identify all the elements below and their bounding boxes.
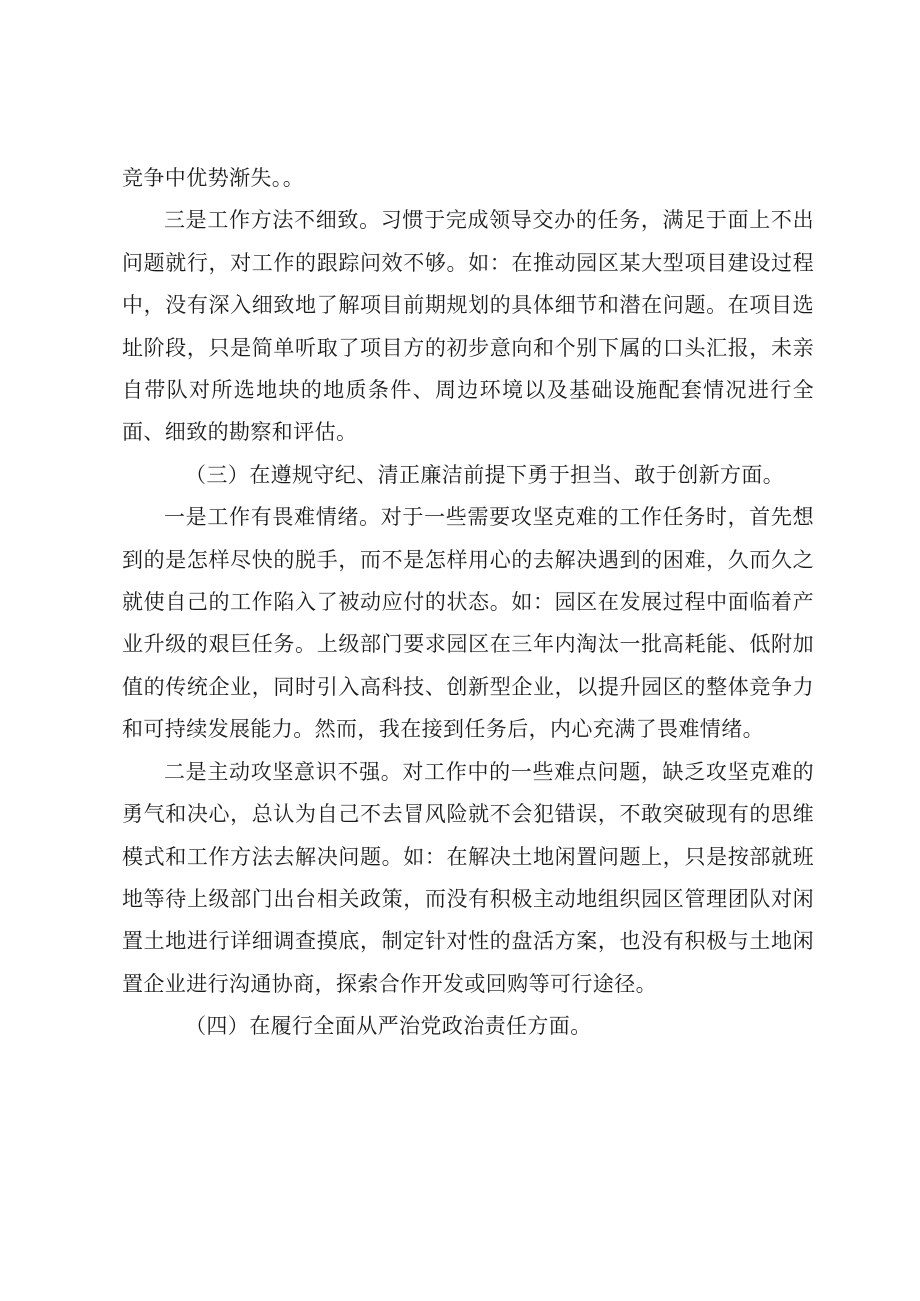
section-heading-3: （三）在遵规守纪、清正廉洁前提下勇于担当、敢于创新方面。 bbox=[185, 462, 785, 487]
document-body bbox=[122, 157, 814, 1048]
paragraph-initiative: 二是主动攻坚意识不强。对工作中的一些难点问题，缺乏攻坚克难的勇气和决心，总认为自己不去冒风险就不会犯错误，不敢突破现有的思维模式和工作方法去解决问题。如：在解决土地闲置问题上，只是按部就班地等待上级部门出台相关政策，而没有积极主动地组织园区管理团队对闲置土地进行详细调查摸底，制定针对性的盘活方案，也没有积极与土地闲置企业进行沟通协商，探索合作开发或回购等可行途径。 bbox=[122, 759, 814, 996]
paragraph-work-method: 三是工作方法不细致。习惯于完成领导交办的任务，满足于面上不出问题就行，对工作的跟踪问效不够。如：在推动园区某大型项目建设过程中，没有深入细致地了解项目前期规划的具体细节和潜在问题。在项目选址阶段，只是简单听取了项目方的初步意向和个别下属的口头汇报，未亲自带队对所选地块的地质条件、周边环境以及基础设施配套情况进行全面、细致的勘察和评估。 bbox=[122, 208, 814, 445]
section-heading-4: （四）在履行全面从严治党政治责任方面。 bbox=[185, 1014, 592, 1039]
paragraph-continuation: 竞争中优势渐失。。 bbox=[122, 166, 305, 190]
paragraph-fear-of-difficulty: 一是工作有畏难情绪。对于一些需要攻坚克难的工作任务时，首先想到的是怎样尽快的脱手，而不是怎样用心的去解决遇到的困难，久而久之就使自己的工作陷入了被动应付的状态。如：园区在发展过程中面临着产业升级的艰巨任务。上级部门要求园区在三年内淘汰一批高耗能、低附加值的传统企业，同时引入高科技、创新型企业，以提升园区的整体竞争力和可持续发展能力。然而，我在接到任务后，内心充满了畏难情绪。 bbox=[122, 505, 814, 742]
